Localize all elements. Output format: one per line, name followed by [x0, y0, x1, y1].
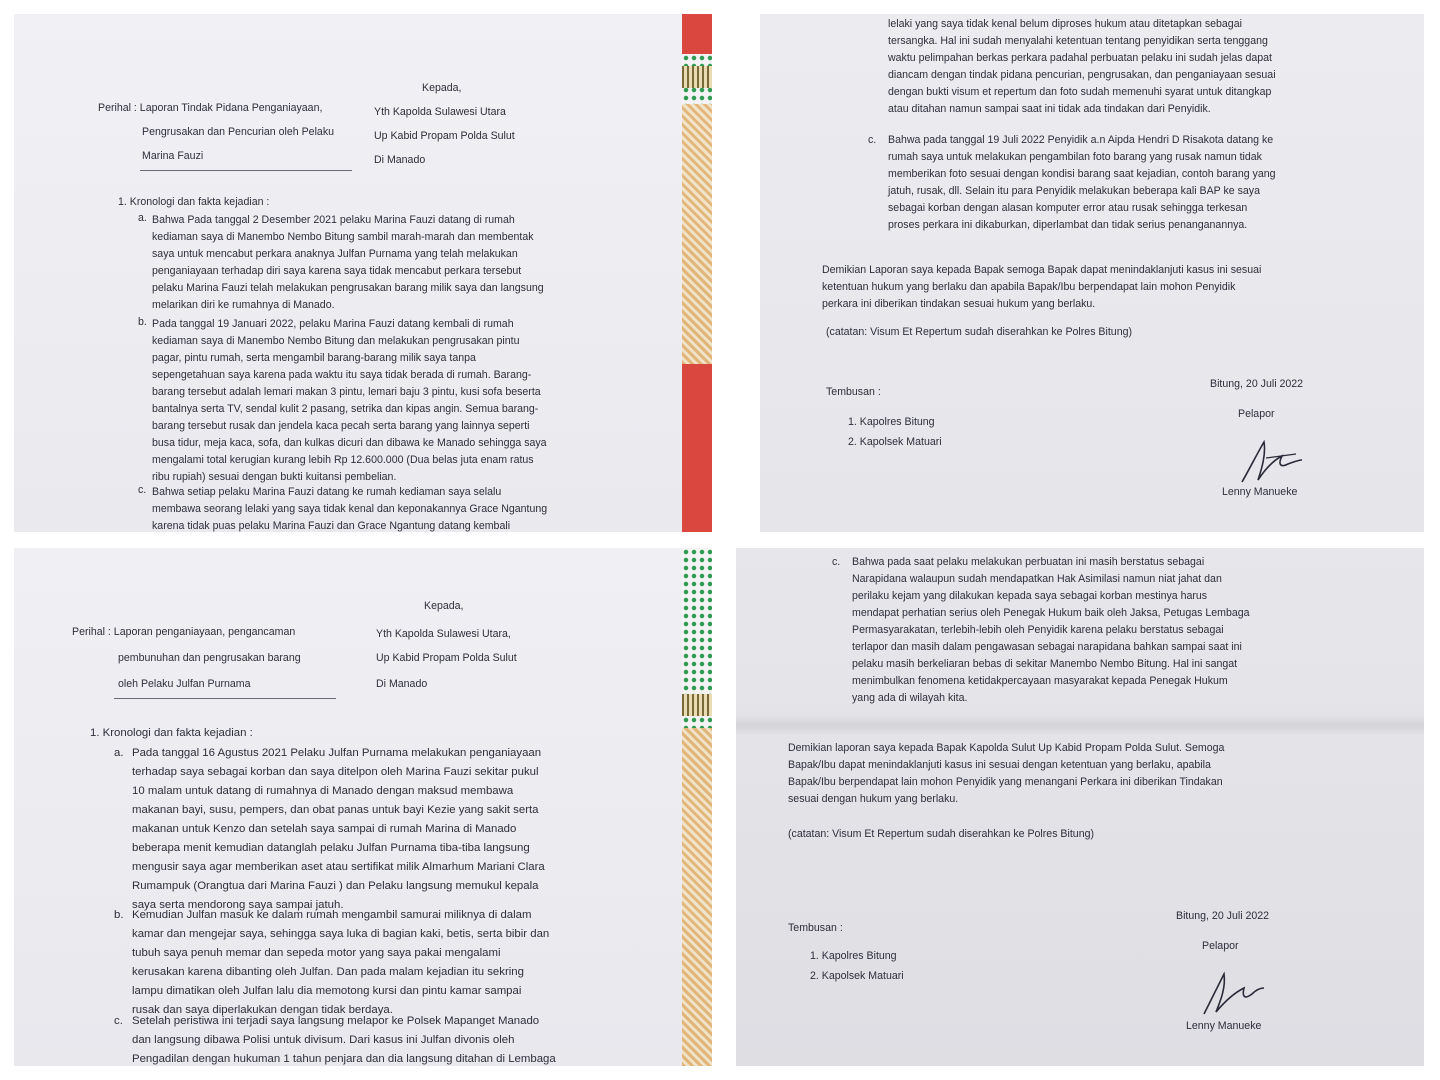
item-a-label: a. — [114, 747, 124, 759]
item-c-label: c. — [114, 1015, 123, 1027]
perihal-underline — [114, 698, 336, 699]
tembusan-label: Tembusan : — [826, 386, 881, 398]
address-line-2: Up Kabid Propam Polda Sulut — [376, 652, 517, 664]
item-b-label: b. — [114, 909, 124, 921]
perihal-line-1: Perihal : Laporan Tindak Pidana Penganiayaan, — [98, 102, 323, 114]
item-c-label: c. — [138, 484, 147, 496]
item-b-text: Kemudian Julfan masuk ke dalam rumah mengambil samurai miliknya di dalam kamar dan mengejar saya, sehingga saya luka di bagian kaki, betis, serta bibir dan tubuh saya penuh memar dan sepeda motor yang saya pakai mengalami kerusakan karena dibanting oleh Julfan. Dan pada malam kejadian itu sekring lampu dimatikan oleh Julfan lalu dia memotong kursi dan pintu kamar sampai rusak dan saya diperlakukan dengan tidak berdaya. — [132, 909, 550, 1016]
tablecloth-strip — [682, 548, 712, 1066]
cc-item-2: 2. Kapolsek Matuari — [810, 970, 904, 982]
document-photo-page-1 — [14, 14, 712, 532]
item-b-label: b. — [138, 316, 147, 328]
pelapor-label: Pelapor — [1238, 408, 1275, 420]
letter-2 — [14, 548, 682, 1066]
address-line-3: Di Manado — [374, 154, 426, 166]
perihal-underline — [140, 170, 352, 171]
address-line-1: Yth Kapolda Sulawesi Utara — [374, 106, 506, 118]
closing-paragraph: Demikian Laporan saya kepada Bapak semoga Bapak dapat menindaklanjuti kasus ini sesuai ketentuan hukum yang berlaku dan apabila Bapak/Ibu berpendapat lain mohon Penyidik perkara ini diberikan tindakan sesuai hukum yang berlaku. — [822, 264, 1262, 310]
signature-image — [1236, 434, 1306, 490]
signature-image — [1198, 964, 1268, 1020]
catatan-note: (catatan: Visum Et Repertum sudah diserahkan ke Polres Bitung) — [788, 828, 1095, 840]
cc-item-1: 1. Kapolres Bitung — [810, 950, 897, 962]
cc-item-2: 2. Kapolsek Matuari — [848, 436, 942, 448]
catatan-note: (catatan: Visum Et Repertum sudah diserahkan ke Polres Bitung) — [826, 326, 1133, 338]
section-heading: 1. Kronologi dan fakta kejadian : — [90, 727, 253, 739]
address-line-3: Di Manado — [376, 678, 428, 690]
item-c-text: Bahwa pada tanggal 19 Juli 2022 Penyidik a.n Aipda Hendri D Risakota datang ke rumah saya untuk melakukan pengambilan foto barang yang rusak namun tidak memberikan foto sesuai dengan kondisi barang saat kejadian, contoh barang yang jatuh, rusak, dll. Selain itu para Penyidik melakukan beberapa kali BAP ke saya sebagai korban dengan alasan komputer error atau rusak sehingga terkesan proses perkara ini dikaburkan, diperlambat dan tidak serius penanganannya. — [888, 134, 1276, 231]
address-line-2: Up Kabid Propam Polda Sulut — [374, 130, 515, 142]
signer-name: Lenny Manueke — [1222, 486, 1298, 498]
item-a-label: a. — [138, 212, 147, 224]
signer-name: Lenny Manueke — [1186, 1020, 1262, 1032]
section-heading: 1. Kronologi dan fakta kejadian : — [118, 196, 270, 208]
kepada-label: Kepada, — [424, 600, 464, 612]
kepada-label: Kepada, — [422, 82, 462, 94]
perihal-line-1: Perihal : Laporan penganiayaan, pengancaman — [72, 626, 296, 638]
document-photo-page-4 — [736, 548, 1424, 1066]
perihal-line-2: pembunuhan dan pengrusakan barang — [118, 652, 301, 664]
paragraph-top: lelaki yang saya tidak kenal belum diproses hukum atau ditetapkan sebagai tersangka. Hal ini sudah menyalahi ketentuan tentang penyidikan serta tenggang waktu pelimpahan berkas perkara padahal perbuatan pelaku ini sudah jelas dapat diancam dengan tindak pidana pencurian, pengrusakan, dan penganiayaan sesuai dengan bukti visum et repertum dan foto sudah memenuhi syarat untuk ditangkap atau ditahan namun sampai saat ini tidak ada tindakan dari Penyidik. — [888, 18, 1276, 115]
letter-1-continued — [760, 14, 1424, 532]
pelapor-label: Pelapor — [1202, 940, 1239, 952]
item-c-label: c. — [868, 134, 877, 146]
perihal-line-2: Pengrusakan dan Pencurian oleh Pelaku — [142, 126, 335, 138]
item-c-text: Setelah peristiwa ini terjadi saya langsung melapor ke Polsek Mapanget Manado dan langsung dibawa Polisi untuk divisum. Dari kasus ini Julfan divonis oleh Pengadilan dengan hukuman 1 tahun penjara dan dia langsung ditahan di Lembaga — [132, 1015, 556, 1065]
letter-2-continued — [736, 548, 1424, 1066]
perihal-line-3: oleh Pelaku Julfan Purnama — [118, 678, 251, 690]
perihal-line-3: Marina Fauzi — [142, 150, 204, 162]
item-a-text: Bahwa Pada tanggal 2 Desember 2021 pelaku Marina Fauzi datang di rumah kediaman saya di Manembo Nembo Bitung sambil marah-marah dan membentak saya untuk mencabut perkara anaknya Julfan Purnama yang telah melakukan penganiayaan terhadap diri saya karena saya tidak mencabut perkara tersebut pelaku Marina Fauzi telah melakukan pengrusakan barang milik saya dan langsung melarikan diri ke rumahnya di Manado. — [152, 214, 544, 311]
item-a-text: Pada tanggal 16 Agustus 2021 Pelaku Julfan Purnama melakukan penganiayaan terhadap saya sebagai korban dan saya ditelpon oleh Marina Fauzi sekitar pukul 10 malam untuk datang di rumahnya di Manado dengan maksud membawa makanan bayi, susu, pempers, dan obat panas untuk bayi Kezie yang sakit serta makanan untuk Kenzo dan setelah saya sampai di rumah Marina di Manado beberapa menit kemudian datanglah pelaku Julfan Purnama tiba-tiba langsung mengusir saya agar memberikan aset atau sertifikat milik Almarhum Mariani Clara Rumampuk (Orangtua dari Marina Fauzi ) dan Pelaku langsung memukul kepala saya serta mendorong saya sampai jatuh. — [132, 747, 545, 911]
document-photo-page-3 — [14, 548, 712, 1066]
item-b-text: Pada tanggal 19 Januari 2022, pelaku Marina Fauzi datang kembali di rumah kediaman saya di Manembo Nembo Bitung dan melakukan pengrusakan pintu pagar, pintu rumah, serta mengambil barang-barang milik saya tanpa sepengetahuan saya karena pada waktu itu saya tidak berada di rumah. Barang- barang tersebut adalah lemari makan 3 pintu, lemari baju 3 pintu, kusi sofa beserta bantalnya serta TV, sendal kulit 2 pasang, setrika dan kipas angin. Semua barang- barang tersebut rusak dan jendela kaca pecah serta barang yang lainnya seperti busa tidur, meja kaca, sofa, dan kulkas dicuri dan dibawa ke Manado sehingga saya mengalami total kerugian kurang lebih Rp 12.600.000 (Dua belas juta enam ratus ribu rupiah) sesuai dengan bukti kuitansi pembelian. — [152, 318, 547, 483]
tembusan-label: Tembusan : — [788, 922, 843, 934]
item-c-label: c. — [832, 556, 841, 568]
date-place: Bitung, 20 Juli 2022 — [1210, 378, 1304, 390]
letter-1 — [14, 14, 682, 532]
closing-paragraph: Demikian laporan saya kepada Bapak Kapolda Sulut Up Kabid Propam Polda Sulut. Semoga Bapak/Ibu dapat menindaklanjuti kasus ini sesuai dengan ketentuan yang berlaku, apabila Bapak/Ibu berpendapat lain mohon Penyidik yang menangani Perkara ini diberikan Tindakan sesuai dengan hukum yang berlaku. — [788, 742, 1225, 805]
cc-item-1: 1. Kapolres Bitung — [848, 416, 935, 428]
item-c-text: Bahwa pada saat pelaku melakukan perbuatan ini masih berstatus sebagai Narapidana walaupun sudah mendapatkan Hak Asimilasi namun niat jahat dan perilaku kejam yang dilakukan kepada saya sebagai korban mestinya harus mendapat perhatian serius oleh Penegak Hukum baik oleh Jaksa, Petugas Lembaga Permasyarakatan, terlebih-lebih oleh Penyidik karena pelaku berstatus sebagai terlapor dan masih dalam pengawasan sebagai narapidana bahkan sampai saat ini pelaku masih berkeliaran bebas di sekitar Manembo Nembo Bitung. Hal ini sangat menimbulkan fenomena ketidakpercayaan masyarakat kepada Penegak Hukum yang ada di wilayah kita. — [852, 556, 1250, 704]
tablecloth-strip — [682, 14, 712, 532]
address-line-1: Yth Kapolda Sulawesi Utara, — [376, 628, 511, 640]
document-photo-page-2 — [760, 14, 1424, 532]
item-c-text: Bahwa setiap pelaku Marina Fauzi datang ke rumah kediaman saya selalu membawa seorang lelaki yang saya tidak kenal dan keponakannya Grace Ngantung karena tidak puas pelaku Marina Fauzi dan Grace Ngantung datang kembali — [152, 486, 548, 532]
date-place: Bitung, 20 Juli 2022 — [1176, 910, 1270, 922]
